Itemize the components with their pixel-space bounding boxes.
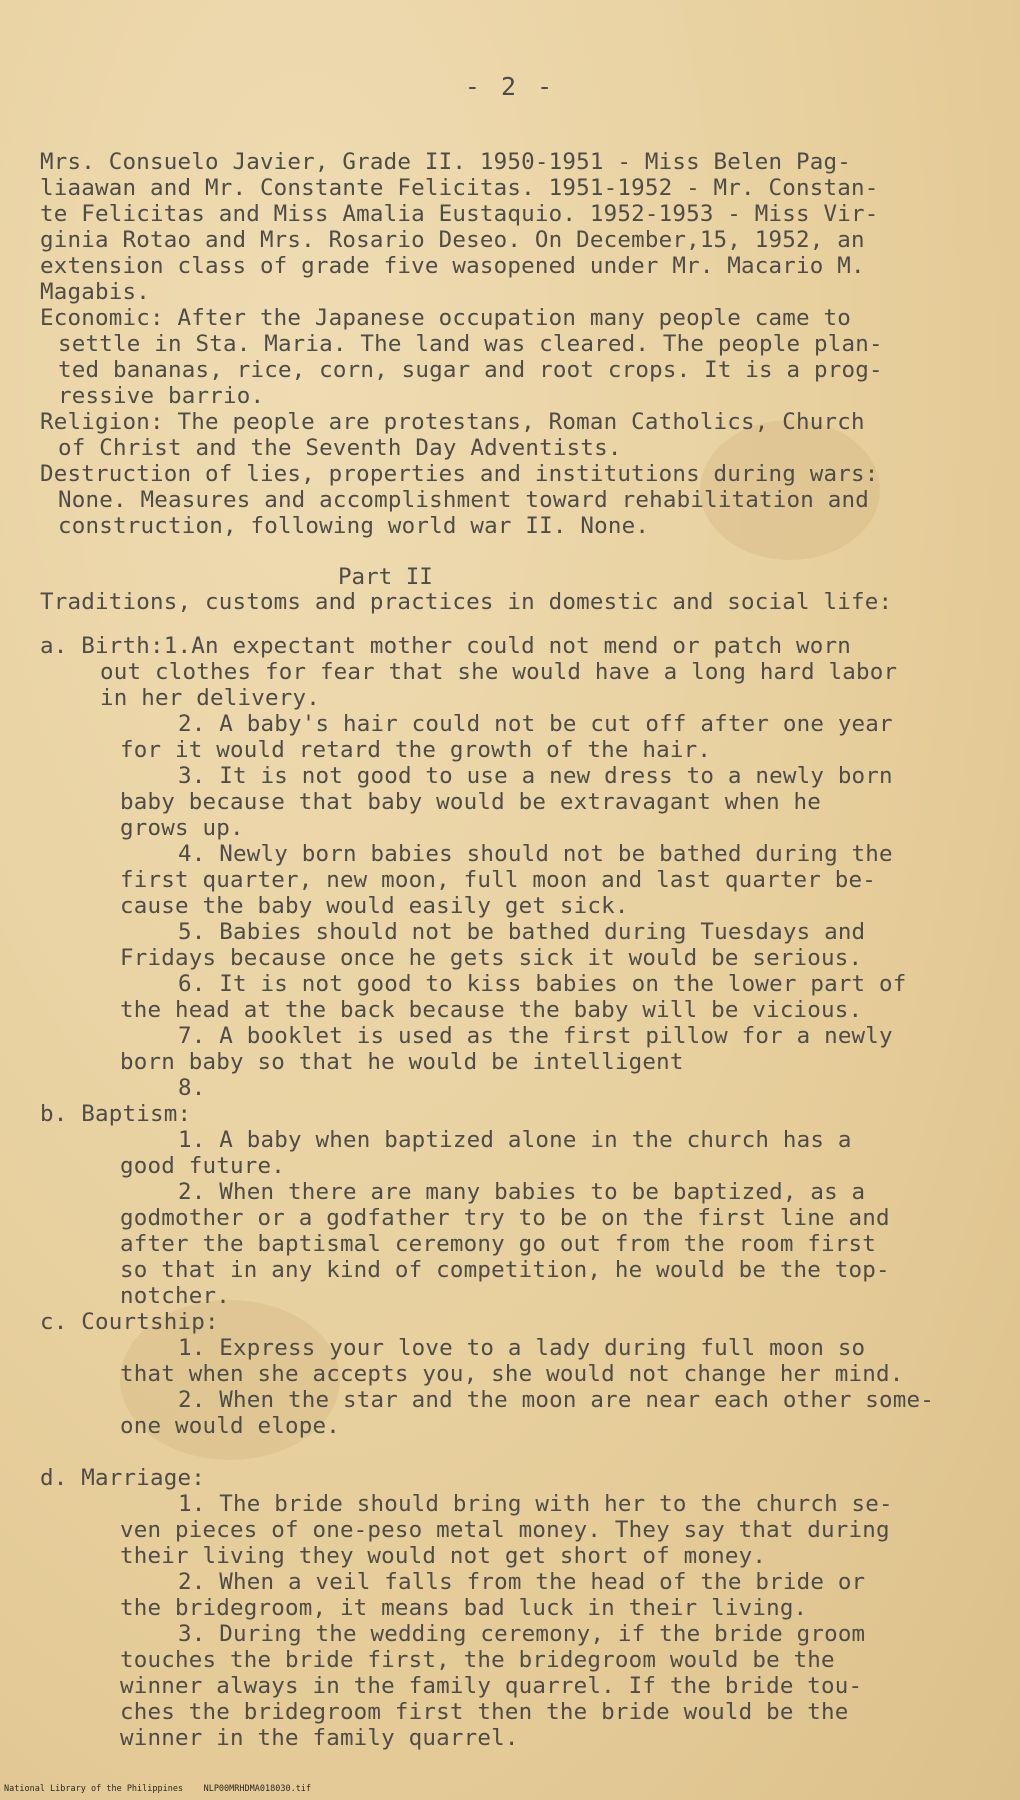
traditions-heading: Traditions, customs and practices in domestic and social life: bbox=[40, 589, 893, 615]
courtship-line: c. Courtship: bbox=[40, 1309, 219, 1335]
economic-line: ressive barrio. bbox=[58, 383, 265, 409]
baptism-line: 2. When there are many babies to be baptized, as a bbox=[178, 1179, 866, 1205]
birth-line: 2. A baby's hair could not be cut off after one year bbox=[178, 711, 893, 737]
birth-line: 7. A booklet is used as the first pillow for a newly bbox=[178, 1023, 893, 1049]
baptism-line: 1. A baby when baptized alone in the church has a bbox=[178, 1127, 852, 1153]
birth-line: cause the baby would easily get sick. bbox=[120, 893, 629, 919]
text-line: liaawan and Mr. Constante Felicitas. 1951-1952 - Mr. Constan- bbox=[40, 175, 879, 201]
birth-line: a. Birth:1.An expectant mother could not mend or patch worn bbox=[40, 633, 852, 659]
marriage-line: ven pieces of one-peso metal money. They say that during bbox=[120, 1517, 890, 1543]
marriage-line: winner always in the family quarrel. If the bride tou- bbox=[120, 1673, 863, 1699]
birth-line: 5. Babies should not be bathed during Tuesdays and bbox=[178, 919, 866, 945]
text-line: Magabis. bbox=[40, 279, 150, 305]
birth-line: baby because that baby would be extravagant when he bbox=[120, 789, 822, 815]
economic-line: settle in Sta. Maria. The land was cleared. The people plan- bbox=[58, 331, 883, 357]
text-line: te Felicitas and Miss Amalia Eustaquio. 1952-1953 - Miss Vir- bbox=[40, 201, 879, 227]
courtship-line: one would elope. bbox=[120, 1413, 340, 1439]
text-line: extension class of grade five wasopened under Mr. Macario M. bbox=[40, 253, 865, 279]
baptism-line: godmother or a godfather try to be on the first line and bbox=[120, 1205, 890, 1231]
birth-line: 3. It is not good to use a new dress to a newly born bbox=[178, 763, 893, 789]
courtship-line: 1. Express your love to a lady during full moon so bbox=[178, 1335, 866, 1361]
marriage-line: touches the bride first, the bridegroom would be the bbox=[120, 1647, 835, 1673]
economic-line: ted bananas, rice, corn, sugar and root crops. It is a prog- bbox=[58, 357, 883, 383]
text-line: Mrs. Consuelo Javier, Grade II. 1950-1951 - Miss Belen Pag- bbox=[40, 149, 852, 175]
marriage-line: ches the bridegroom first then the bride would be the bbox=[120, 1699, 849, 1725]
birth-line: for it would retard the growth of the hair. bbox=[120, 737, 712, 763]
economic-line: Economic: After the Japanese occupation many people came to bbox=[40, 305, 852, 331]
baptism-line: good future. bbox=[120, 1153, 285, 1179]
birth-line: the head at the back because the baby will be vicious. bbox=[120, 997, 863, 1023]
page-number: - 2 - bbox=[464, 72, 556, 101]
birth-line: 4. Newly born babies should not be bathed during the bbox=[178, 841, 893, 867]
courtship-line: that when she accepts you, she would not change her mind. bbox=[120, 1361, 904, 1387]
destruction-line: None. Measures and accomplishment toward rehabilitation and bbox=[58, 487, 870, 513]
destruction-line: Destruction of lies, properties and institutions during wars: bbox=[40, 461, 879, 487]
text-line: ginia Rotao and Mrs. Rosario Deseo. On December,15, 1952, an bbox=[40, 227, 865, 253]
birth-line: Fridays because once he gets sick it would be serious. bbox=[120, 945, 863, 971]
birth-line: in her delivery. bbox=[100, 685, 320, 711]
birth-line: grows up. bbox=[120, 815, 244, 841]
part-heading: Part II bbox=[338, 564, 433, 590]
birth-line: out clothes for fear that she would have a long hard labor bbox=[100, 659, 898, 685]
baptism-line: b. Baptism: bbox=[40, 1101, 192, 1127]
religion-line: of Christ and the Seventh Day Adventists. bbox=[58, 435, 622, 461]
birth-line: 6. It is not good to kiss babies on the lower part of bbox=[178, 971, 907, 997]
marriage-line: d. Marriage: bbox=[40, 1465, 205, 1491]
baptism-line: after the baptismal ceremony go out from the room first bbox=[120, 1231, 877, 1257]
marriage-line: 1. The bride should bring with her to the church se- bbox=[178, 1491, 893, 1517]
marriage-line: 3. During the wedding ceremony, if the bride groom bbox=[178, 1621, 866, 1647]
marriage-line: 2. When a veil falls from the head of the bride or bbox=[178, 1569, 866, 1595]
birth-line: born baby so that he would be intelligent bbox=[120, 1049, 684, 1075]
marriage-line: the bridegroom, it means bad luck in their living. bbox=[120, 1595, 808, 1621]
religion-line: Religion: The people are protestans, Roman Catholics, Church bbox=[40, 409, 865, 435]
marriage-line: their living they would not get short of money. bbox=[120, 1543, 767, 1569]
archive-footer: National Library of the Philippines NLP00MRHDMA018030.tif bbox=[4, 1784, 312, 1794]
courtship-line: 2. When the star and the moon are near each other some- bbox=[178, 1387, 935, 1413]
birth-line: first quarter, new moon, full moon and last quarter be- bbox=[120, 867, 877, 893]
marriage-line: winner in the family quarrel. bbox=[120, 1725, 519, 1751]
birth-line: 8. bbox=[178, 1075, 206, 1101]
baptism-line: notcher. bbox=[120, 1283, 230, 1309]
destruction-line: construction, following world war II. None. bbox=[58, 513, 650, 539]
baptism-line: so that in any kind of competition, he would be the top- bbox=[120, 1257, 890, 1283]
